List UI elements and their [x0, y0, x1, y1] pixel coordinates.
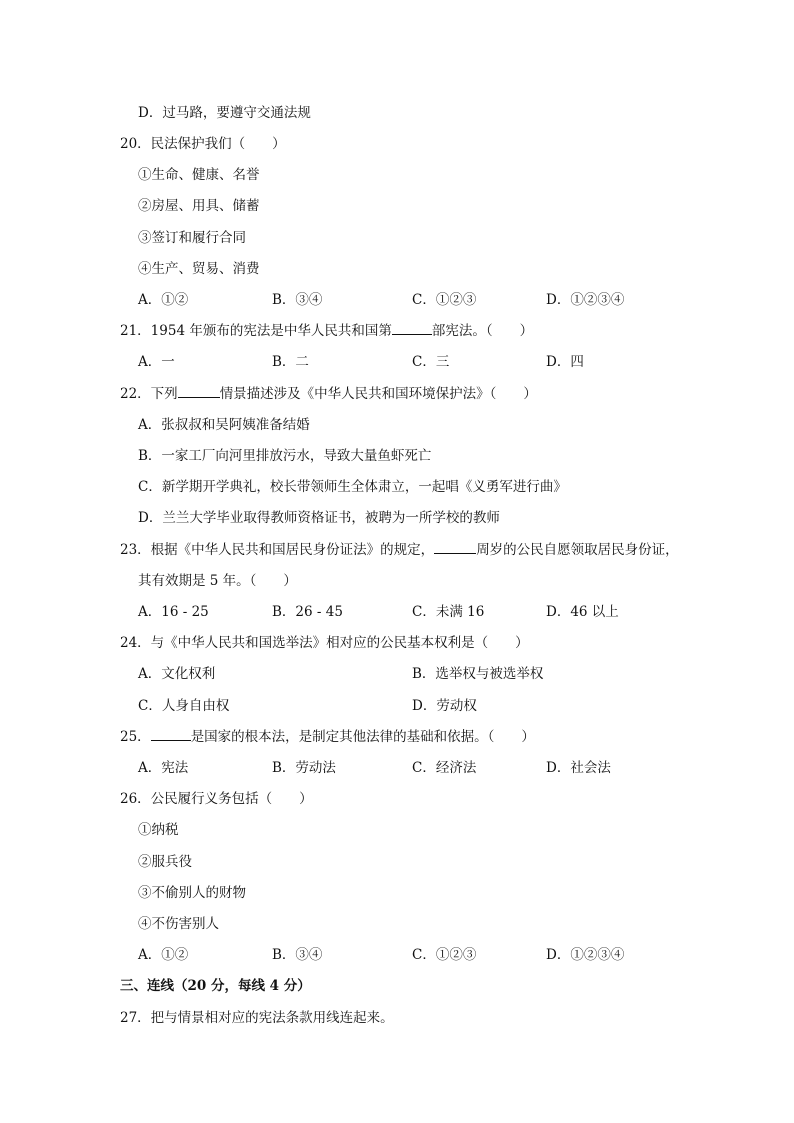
- q20-option-c: C．①②③: [412, 292, 477, 308]
- q25-stem-before: 25．: [120, 729, 151, 745]
- q22-stem: [120, 385, 537, 403]
- q25-option-a: A．宪法: [138, 760, 189, 776]
- q21-stem: [120, 322, 533, 340]
- q23-stem-before: 23．根据《中华人民共和国居民身份证法》的规定，: [120, 542, 435, 558]
- q20-option-a: A．①②: [138, 292, 189, 308]
- q23-stem: [120, 541, 679, 559]
- q26-stem: 26．公民履行义务包括（ ）: [120, 791, 313, 807]
- q25-stem: [120, 728, 535, 746]
- q25-stem-after: 是国家的根本法，是制定其他法律的基础和依据。（ ）: [190, 729, 535, 745]
- q25-blank: [151, 728, 191, 741]
- q25-option-c: C．经济法: [412, 760, 477, 776]
- section-3-heading: 三、连线（20 分，每线 4 分）: [120, 978, 311, 994]
- q24-option-a: A．文化权利: [138, 666, 216, 682]
- q25-option-d: D．社会法: [546, 760, 611, 776]
- q26-item-2: ②服兵役: [138, 854, 192, 870]
- q21-blank: [392, 322, 432, 335]
- q26-item-4: ④不伤害别人: [138, 916, 219, 932]
- q26-item-1: ①纳税: [138, 822, 179, 838]
- q21-option-c: C．三: [412, 354, 450, 370]
- q26-item-3: ③不偷别人的财物: [138, 885, 246, 901]
- q25-option-b: B．劳动法: [272, 760, 336, 776]
- q22-stem-before: 22．下列: [120, 386, 178, 402]
- q23-option-b: B．26 - 45: [272, 604, 343, 620]
- q26-option-c: C．①②③: [412, 947, 477, 963]
- q26-option-b: B．③④: [272, 947, 323, 963]
- q20-item-4: ④生产、贸易、消费: [138, 261, 260, 277]
- q22-option-d: D．兰兰大学毕业取得教师资格证书，被聘为一所学校的教师: [138, 510, 500, 526]
- q24-option-d: D．劳动权: [412, 698, 477, 714]
- q21-option-a: A．一: [138, 354, 175, 370]
- q20-item-2: ②房屋、用具、储蓄: [138, 198, 260, 214]
- q26-option-d: D．①②③④: [546, 947, 625, 963]
- q22-option-c: C．新学期开学典礼，校长带领师生全体肃立，一起唱《义勇军进行曲》: [138, 479, 567, 495]
- q21-stem-after: 部宪法。（ ）: [431, 323, 534, 339]
- q20-item-1: ①生命、健康、名誉: [138, 167, 260, 183]
- q21-option-b: B．二: [272, 354, 309, 370]
- q23-option-d: D．46 以上: [546, 604, 619, 620]
- q21-option-d: D．四: [546, 354, 584, 370]
- q23-option-a: A．16 - 25: [138, 604, 209, 620]
- q23-stem-after: 周岁的公民自愿领取居民身份证，: [476, 542, 679, 558]
- q20-item-3: ③签订和履行合同: [138, 230, 246, 246]
- q22-option-b: B．一家工厂向河里排放污水，导致大量鱼虾死亡: [138, 448, 432, 464]
- q20-stem: 20．民法保护我们（ ）: [120, 136, 286, 152]
- q20-option-b: B．③④: [272, 292, 323, 308]
- q23-blank: [434, 541, 476, 554]
- q19-option-d: D．过马路，要遵守交通法规: [138, 105, 311, 121]
- q22-option-a: A．张叔叔和吴阿姨准备结婚: [138, 417, 310, 433]
- q20-option-d: D．①②③④: [546, 292, 625, 308]
- q27-stem: 27．把与情景相对应的宪法条款用线连起来。: [120, 1010, 394, 1026]
- q24-stem: 24．与《中华人民共和国选举法》相对应的公民基本权利是（ ）: [120, 635, 529, 651]
- q23-option-c: C．未满 16: [412, 604, 485, 620]
- q22-blank: [178, 385, 220, 398]
- q24-option-b: B．选举权与被选举权: [412, 666, 544, 682]
- q21-stem-before: 21．1954 年颁布的宪法是中华人民共和国第: [120, 323, 392, 339]
- q26-option-a: A．①②: [138, 947, 189, 963]
- q23-stem-line2: 其有效期是 5 年。（ ）: [138, 573, 297, 589]
- q24-option-c: C．人身自由权: [138, 698, 230, 714]
- q22-stem-after: 情景描述涉及《中华人民共和国环境保护法》（ ）: [219, 386, 537, 402]
